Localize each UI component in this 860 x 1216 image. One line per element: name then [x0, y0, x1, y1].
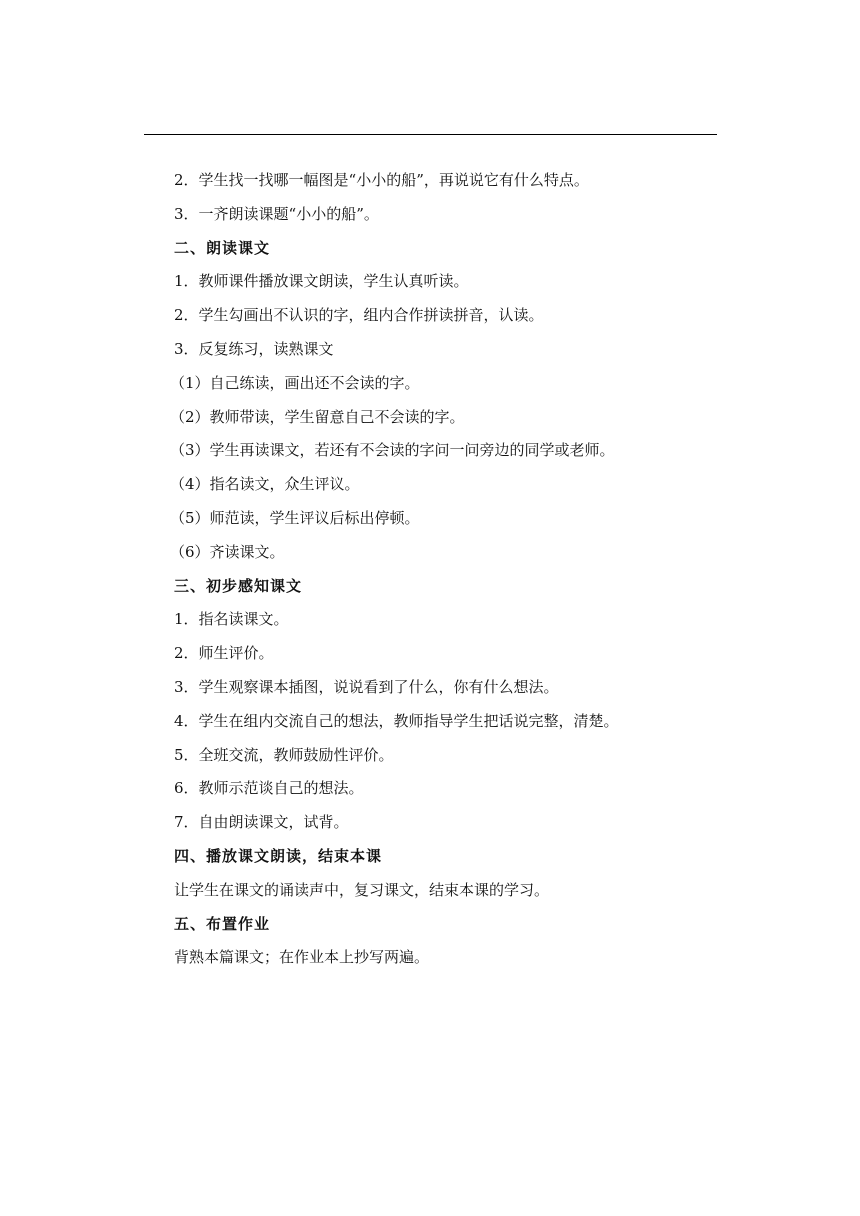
paragraph-line: 6．教师示范谈自己的想法。 — [174, 779, 364, 798]
section-heading: 三、初步感知课文 — [174, 576, 303, 595]
sub-item: （6）齐读课文。 — [170, 542, 285, 561]
section-heading: 四、播放课文朗读，结束本课 — [174, 846, 383, 865]
paragraph-line: 3．学生观察课本插图，说说看到了什么，你有什么想法。 — [174, 677, 559, 696]
sub-item: （2）教师带读，学生留意自己不会读的字。 — [170, 407, 465, 426]
section-heading: 五、布置作业 — [174, 914, 271, 933]
paragraph-line: 3．反复练习，读熟课文 — [174, 339, 334, 358]
paragraph-line: 3．一齐朗读课题“小小的船”。 — [174, 204, 379, 223]
paragraph-line: 让学生在课文的诵读声中，复习课文，结束本课的学习。 — [174, 880, 550, 899]
paragraph-line: 4．学生在组内交流自己的想法，教师指导学生把话说完整，清楚。 — [174, 711, 619, 730]
paragraph-line: 5．全班交流，教师鼓励性评价。 — [174, 745, 394, 764]
sub-item: （1）自己练读，画出还不会读的字。 — [170, 373, 420, 392]
paragraph-line: 1．指名读课文。 — [174, 610, 289, 629]
section-heading: 二、朗读课文 — [174, 238, 271, 257]
document-body — [170, 164, 734, 975]
paragraph-line: 2．学生勾画出不认识的字，组内合作拼读拼音，认读。 — [174, 306, 544, 325]
sub-item: （3）学生再读课文，若还有不会读的字问一问旁边的同学或老师。 — [170, 441, 615, 460]
paragraph-line: 2．学生找一找哪一幅图是“小小的船”，再说说它有什么特点。 — [174, 171, 589, 189]
paragraph-line: 1．教师课件播放课文朗读，学生认真听读。 — [174, 272, 469, 291]
header-rule — [144, 134, 717, 135]
paragraph-line: 7．自由朗读课文，试背。 — [174, 813, 349, 832]
paragraph-line: 2．师生评价。 — [174, 644, 274, 663]
sub-item: （4）指名读文，众生评议。 — [170, 475, 360, 494]
paragraph-line: 背熟本篇课文；在作业本上抄写两遍。 — [174, 948, 430, 967]
sub-item: （5）师范读，学生评议后标出停顿。 — [170, 508, 420, 527]
